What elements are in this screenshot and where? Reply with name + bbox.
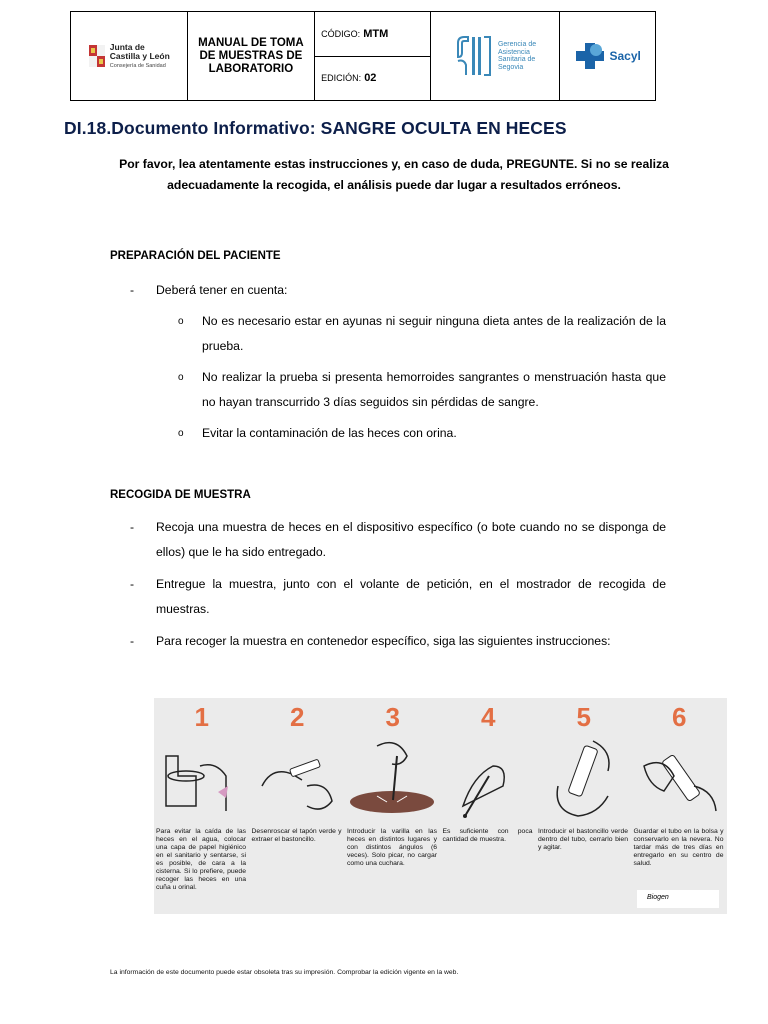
gerencia-line2: Asistencia <box>497 48 530 56</box>
code-row <box>315 12 430 57</box>
collection-item-text: Entregue la muestra, junto con el volante de petición, en el mostrador de recogida de muestras. <box>156 577 666 616</box>
step-1 <box>154 698 250 914</box>
subitem-text: No realizar la prueba si presenta hemorroides sangrantes o menstruación hasta que no hayan transcurrido 3 días seguidos sin pérdidas de sangre. <box>202 370 666 409</box>
step-text: Introducir el bastoncillo verde dentro del tubo, cerrarlo bien y agitar. <box>538 828 628 851</box>
subitem-text: Evitar la contaminación de las heces con orina. <box>202 426 457 440</box>
dash-marker: - <box>130 283 135 297</box>
collection-item <box>130 629 666 654</box>
edition-row <box>315 57 430 101</box>
sacyl-logo <box>574 41 640 71</box>
code-label: CÓDIGO: <box>321 28 361 39</box>
step-text: Es suficiente con poca cantidad de muestra. <box>442 828 533 843</box>
step-text: Guardar el tubo en la bolsa y conservarlo en la nevera. No tardar más de tres días en entregarlo en su centro de salud. <box>633 828 724 867</box>
collection-item <box>130 572 666 622</box>
small-sample-illustration-icon <box>443 736 533 824</box>
instruction-strip <box>154 698 727 914</box>
step-number: 1 <box>194 702 209 732</box>
gerencia-line4: Segovia <box>497 63 524 71</box>
footer-note: La información de este documento puede estar obsoleta tras su impresión. Comprobar la edición vigente en la web. <box>110 969 459 976</box>
unscrew-cap-illustration-icon <box>252 736 342 824</box>
junta-line2: Castilla y León <box>109 51 170 61</box>
sampling-illustration-icon <box>347 736 437 824</box>
code-value: MTM <box>363 27 389 40</box>
intro-paragraph: Por favor, lea atentamente estas instrucciones y, en caso de duda, PREGUNTE. Si no se realiza adecuadamente la recogida, el análisis puede dar lugar a resultados erróneos. <box>119 157 669 192</box>
preparation-subitem <box>178 421 666 446</box>
preparation-heading: PREPARACIÓN DEL PACIENTE <box>110 250 281 262</box>
junta-sub: Consejería de Sanidad <box>109 63 166 69</box>
circle-marker: o <box>178 428 184 439</box>
step-number: 4 <box>481 702 496 732</box>
insert-stick-illustration-icon <box>538 736 628 824</box>
subitem-text: No es necesario estar en ayunas ni seguir ninguna dieta antes de la realización de la prueba. <box>202 314 666 353</box>
dash-marker: - <box>130 577 135 591</box>
document-title: DI.18.Documento Informativo: SANGRE OCULTA EN HECES <box>64 118 567 138</box>
dash-marker: - <box>130 520 135 534</box>
edition-value: 02 <box>364 72 377 85</box>
preparation-item <box>130 278 666 303</box>
document-header <box>70 11 656 101</box>
junta-logo <box>88 43 170 69</box>
step-text: Introducir la varilla en las heces en distintos lugares y con distintos ángulos (6 veces). Solo picar, no cargar como una cuchara. <box>347 828 437 867</box>
collection-item <box>130 515 666 565</box>
collection-heading: RECOGIDA DE MUESTRA <box>110 489 251 501</box>
step-text: Desenroscar el tapón verde y extraer el bastoncillo. <box>251 828 342 843</box>
step-number: 3 <box>385 702 400 732</box>
gerencia-logo <box>454 35 536 77</box>
preparation-subitem <box>178 309 666 359</box>
step-text: Para evitar la caída de las heces en el agua, colocar una capa de papel higiénico en el sanitario y sentarse, si es posible, de cara a la cisterna. Si lo prefiere, puede recoger las heces en una cuña u orinal. <box>156 828 246 891</box>
sacyl-logo-cell <box>560 12 655 100</box>
circle-marker: o <box>178 316 184 327</box>
coat-of-arms-icon <box>88 44 106 68</box>
biogen-label: Biogen <box>637 890 719 908</box>
step-5 <box>536 698 632 914</box>
gerencia-line3: Sanitaria de <box>497 56 536 63</box>
circle-marker: o <box>178 372 184 383</box>
gerencia-logo-cell <box>431 12 561 100</box>
gerencia-line1: Gerencia de <box>497 41 537 48</box>
gerencia-emblem-icon <box>454 35 494 77</box>
junta-line1: Junta de <box>109 42 145 52</box>
edition-label: EDICIÓN: <box>321 73 362 84</box>
dash-marker: - <box>130 634 135 648</box>
manual-title: MANUAL DE TOMA DE MUESTRAS DE LABORATORIO <box>188 12 316 100</box>
sacyl-cross-icon <box>574 41 606 71</box>
code-cell <box>315 12 431 100</box>
sacyl-text: Sacyl <box>609 49 641 63</box>
store-tube-illustration-icon <box>634 736 724 824</box>
toilet-illustration-icon <box>156 736 246 824</box>
step-6 <box>632 698 728 914</box>
collection-item-text: Recoja una muestra de heces en el dispositivo específico (o bote cuando no se disponga de ellos) que le ha sido entregado. <box>156 520 666 559</box>
step-2 <box>250 698 346 914</box>
junta-logo-cell <box>71 12 188 100</box>
step-4 <box>441 698 537 914</box>
preparation-subitem <box>178 365 666 415</box>
collection-item-text: Para recoger la muestra en contenedor específico, siga las siguientes instrucciones: <box>156 634 611 648</box>
preparation-item-text: Deberá tener en cuenta: <box>156 283 288 297</box>
step-number: 5 <box>576 702 591 732</box>
step-number: 2 <box>290 702 305 732</box>
step-number: 6 <box>672 702 687 732</box>
step-3 <box>345 698 441 914</box>
